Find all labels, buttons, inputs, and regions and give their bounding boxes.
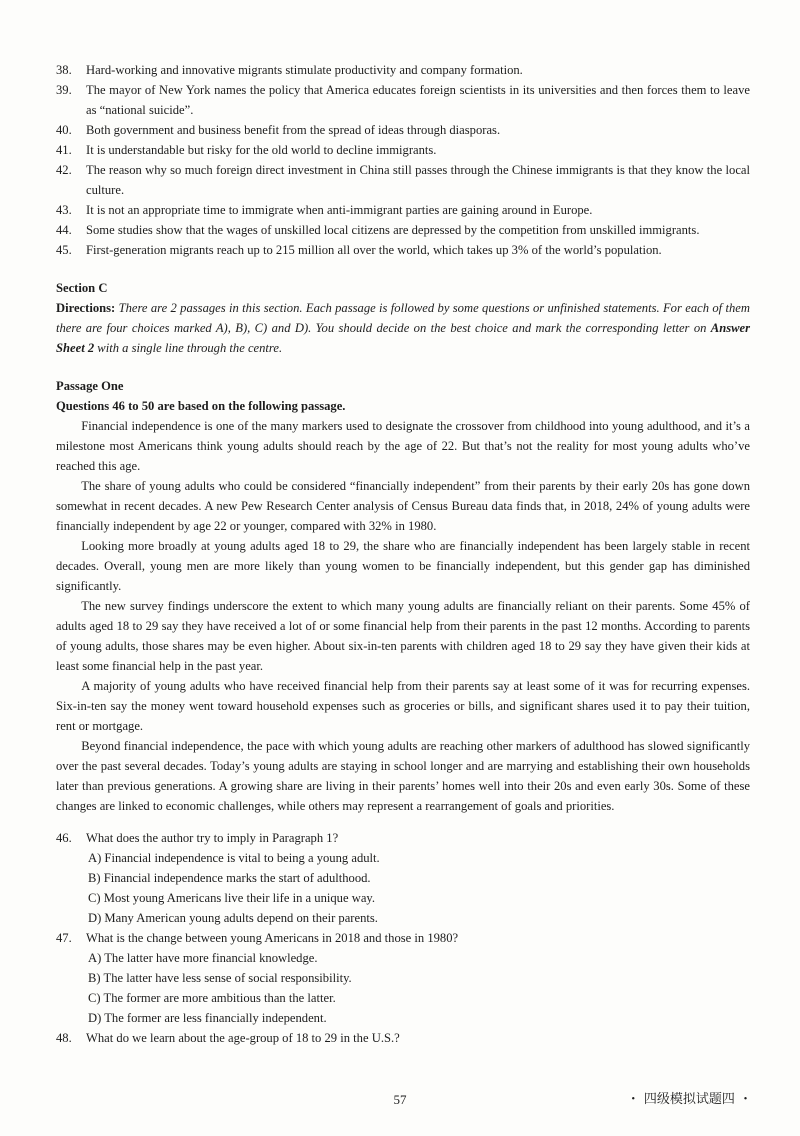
passage-body	[56, 416, 750, 816]
question-number: 47.	[56, 931, 72, 945]
option-b: B) Financial independence marks the start of adulthood.	[88, 871, 371, 885]
statement-number: 43.	[56, 203, 72, 217]
passage-paragraph: Financial independence is one of the many markers used to designate the crossover from childhood into young adulthood, and it’s a milestone most Americans think young adults should reach by the age of 22. But that’s not the reality for most young adults who’ve reached this age.	[56, 419, 750, 473]
statement-item	[56, 240, 750, 260]
option-d: D) The former are less financially independent.	[88, 1011, 327, 1025]
statement-item	[56, 60, 750, 80]
passage-paragraph: A majority of young adults who have received financial help from their parents say at least some of it was for recurring expenses. Six-in-ten say the money went toward household expenses such as groceries or bills, and significant shares used it to pay their tuition, rent or mortgage.	[56, 679, 750, 733]
statement-text: It is not an appropriate time to immigrate when anti-immigrant parties are gaining around in Europe.	[86, 203, 593, 217]
statement-number: 45.	[56, 243, 72, 257]
option-a: A) Financial independence is vital to being a young adult.	[88, 851, 380, 865]
statement-text: First-generation migrants reach up to 215 million all over the world, which takes up 3% of the world’s population.	[86, 243, 662, 257]
statement-number: 42.	[56, 163, 72, 177]
exam-page	[56, 60, 750, 1048]
statement-number: 41.	[56, 143, 72, 157]
question-stem	[56, 828, 750, 848]
statement-text: Some studies show that the wages of unskilled local citizens are depressed by the competition from unskilled immigrants.	[86, 223, 700, 237]
passage-title: Passage One	[56, 379, 124, 393]
directions-text-end: with a single line through the centre.	[97, 341, 283, 355]
question-item	[56, 928, 750, 1028]
statement-item	[56, 200, 750, 220]
passage-paragraph: The share of young adults who could be considered “financially independent” from their parents by their early 20s has gone down somewhat in recent decades. A new Pew Research Center analysis of Census Bureau data finds that, in 2018, 24% of young adults were financially independent by age 22 or younger, compared with 32% in 1980.	[56, 479, 750, 533]
option-b: B) The latter have less sense of social responsibility.	[88, 971, 352, 985]
statement-item	[56, 220, 750, 240]
section-directions	[56, 298, 750, 358]
statement-text: It is understandable but risky for the old world to decline immigrants.	[86, 143, 437, 157]
directions-answer-sheet: Answer Sheet 2	[56, 321, 750, 355]
question-number: 48.	[56, 1031, 72, 1045]
statement-number: 39.	[56, 83, 72, 97]
passage-paragraph: Beyond financial independence, the pace with which young adults are reaching other markers of adulthood has slowed significantly over the past several decades. Today’s young adults are staying in school longer and are marrying and establishing their own households later than previous generations. A growing share are living in their parents’ homes well into their 20s and even early 30s. Some of these changes are linked to economic challenges, while others may represent a rearrangement of goals and priorities.	[56, 739, 750, 813]
page-footer	[0, 1090, 800, 1110]
statement-text: Hard-working and innovative migrants stimulate productivity and company formation.	[86, 63, 523, 77]
statement-text: The mayor of New York names the policy that America educates foreign scientists in its universities and then forces them to leave as “national suicide”.	[86, 83, 750, 117]
statement-number: 44.	[56, 223, 72, 237]
question-stem	[56, 1028, 750, 1048]
option-d: D) Many American young adults depend on their parents.	[88, 911, 378, 925]
section-title: Section C	[56, 281, 108, 295]
question-list	[56, 828, 750, 1048]
directions-text: There are 2 passages in this section. Each passage is followed by some questions or unfinished statements. For each of them there are four choices marked A), B), C) and D). You should decide on the best choice and mark the corresponding letter on	[56, 301, 750, 335]
statement-item	[56, 140, 750, 160]
statement-number: 38.	[56, 63, 72, 77]
statement-list	[56, 60, 750, 260]
question-text: What do we learn about the age-group of 18 to 29 in the U.S.?	[86, 1031, 400, 1045]
question-text: What does the author try to imply in Paragraph 1?	[86, 831, 339, 845]
running-title: ・ 四级模拟试题四 ・	[626, 1092, 752, 1107]
question-stem	[56, 928, 750, 948]
statement-item	[56, 80, 750, 120]
question-number: 46.	[56, 831, 72, 845]
statement-text: Both government and business benefit from the spread of ideas through diasporas.	[86, 123, 501, 137]
statement-number: 40.	[56, 123, 72, 137]
question-item	[56, 828, 750, 928]
passage-paragraph: The new survey findings underscore the extent to which many young adults are financially reliant on their parents. Some 45% of adults aged 18 to 29 say they have received a lot of or some financial help from their parents in the past 12 months. According to parents of young adults, those shares may be even higher. About six-in-ten parents with children aged 18 to 29 say they have given their kids at least some financial help in the past year.	[56, 599, 750, 673]
directions-label: Directions:	[56, 301, 116, 315]
question-item	[56, 1028, 750, 1048]
statement-text: The reason why so much foreign direct investment in China still passes through the Chinese immigrants is that they know the local culture.	[86, 163, 750, 197]
option-c: C) The former are more ambitious than the latter.	[88, 991, 336, 1005]
option-c: C) Most young Americans live their life in a unique way.	[88, 891, 376, 905]
passage-subtitle: Questions 46 to 50 are based on the following passage.	[56, 399, 346, 413]
page-number: 57	[393, 1092, 407, 1107]
passage-paragraph: Looking more broadly at young adults aged 18 to 29, the share who are financially independent has been largely stable in recent decades. Overall, young men are more likely than young women to be financially independent, but this gender gap has diminished significantly.	[56, 539, 750, 593]
option-a: A) The latter have more financial knowledge.	[88, 951, 318, 965]
statement-item	[56, 160, 750, 200]
question-text: What is the change between young Americans in 2018 and those in 1980?	[86, 931, 459, 945]
statement-item	[56, 120, 750, 140]
